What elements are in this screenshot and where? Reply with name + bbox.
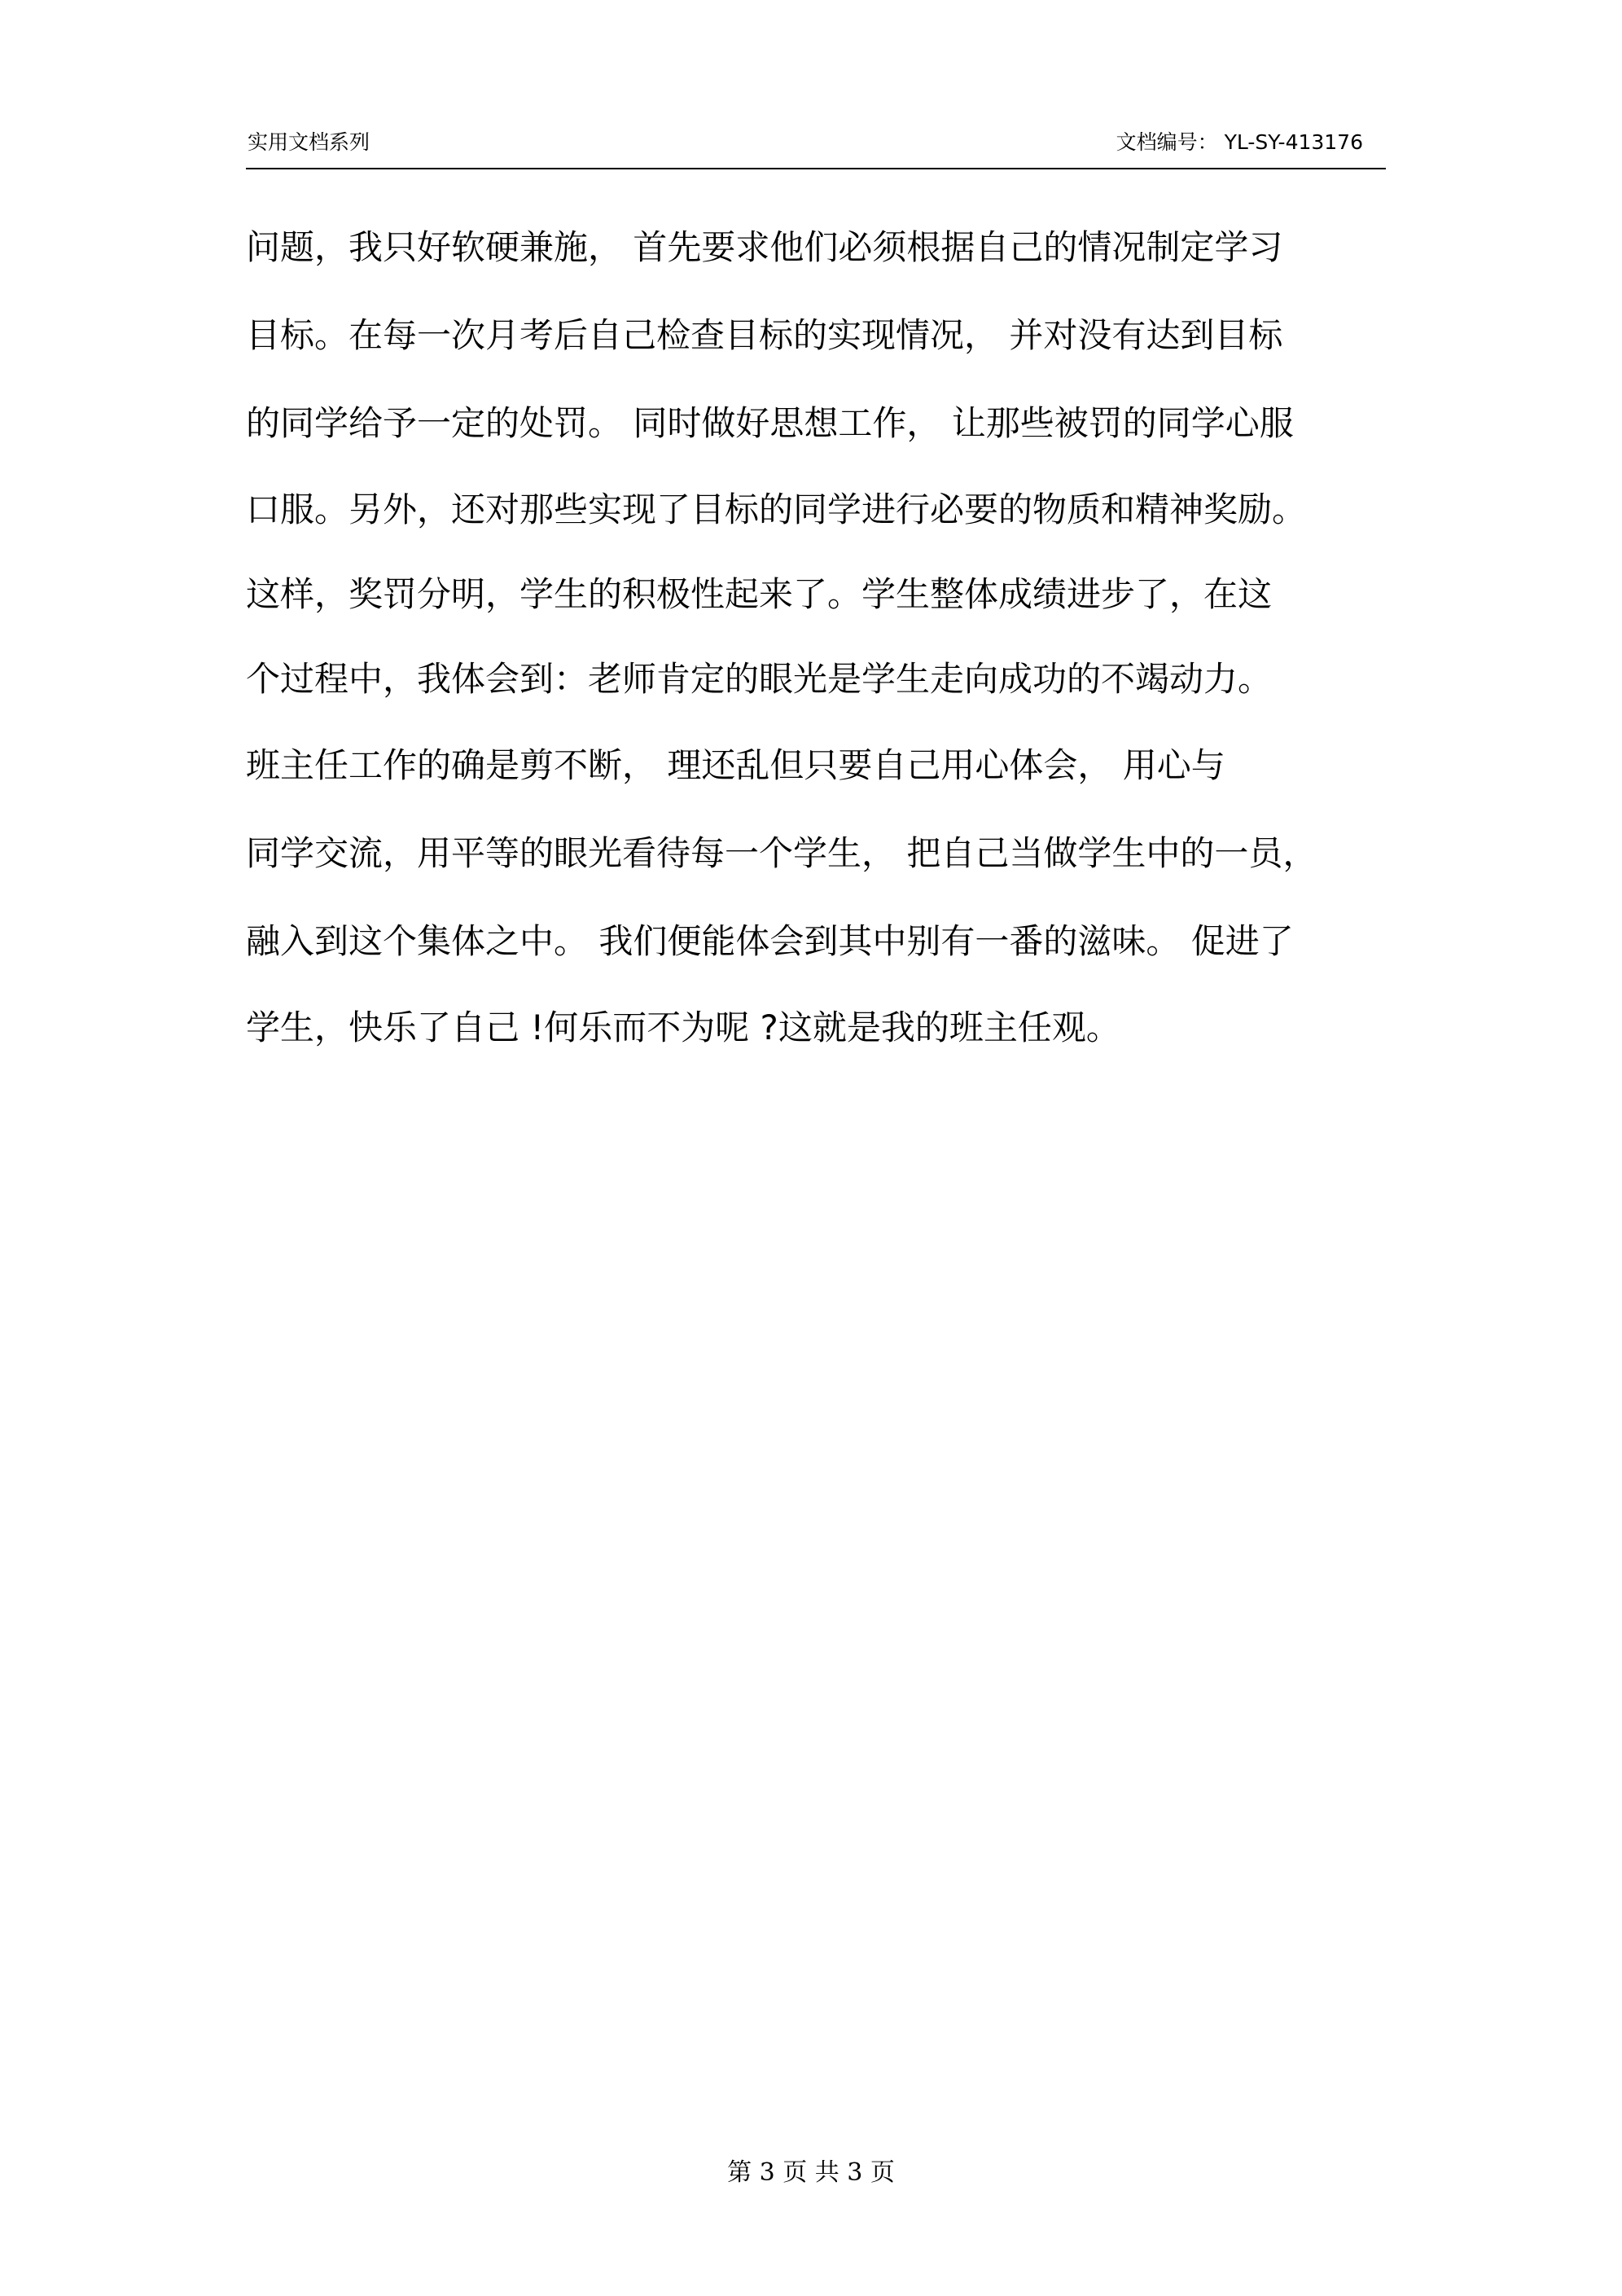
text-line: 同学交流，用平等的眼光看待每一个学生， 把自己当做学生中的一员，: [246, 833, 1317, 873]
text-line: 学生，快乐了自己 !何乐而不为呢 ?这就是我的班主任观。: [246, 1008, 1120, 1047]
header-document-number: 文档编号： YL-SY-413176: [1116, 130, 1363, 154]
page-header: [246, 129, 1386, 169]
text-line: 口服。另外，还对那些实现了目标的同学进行必要的物质和精神奖励。: [246, 489, 1307, 529]
text-line: 融入到这个集体之中。 我们便能体会到其中别有一番的滋味。 促进了: [246, 921, 1294, 961]
text-line: 问题，我只好软硬兼施， 首先要求他们必须根据自己的情况制定学习: [246, 227, 1283, 267]
text-line: 这样，奖罚分明，学生的积极性起来了。学生整体成绩进步了，在这: [246, 574, 1273, 614]
text-line: 个过程中，我体会到：老师肯定的眼光是学生走向成功的不竭动力。: [246, 659, 1273, 699]
text-line: 的同学给予一定的处罚。 同时做好思想工作， 让那些被罚的同学心服: [246, 403, 1294, 443]
header-series-title: 实用文档系列: [248, 130, 370, 154]
page-footer: 第 3 页 共 3 页: [727, 2158, 895, 2187]
text-line: 目标。在每一次月考后自己检查目标的实现情况， 并对没有达到目标: [246, 315, 1283, 355]
text-line: 班主任工作的确是剪不断， 理还乱但只要自己用心体会， 用心与: [246, 745, 1225, 785]
